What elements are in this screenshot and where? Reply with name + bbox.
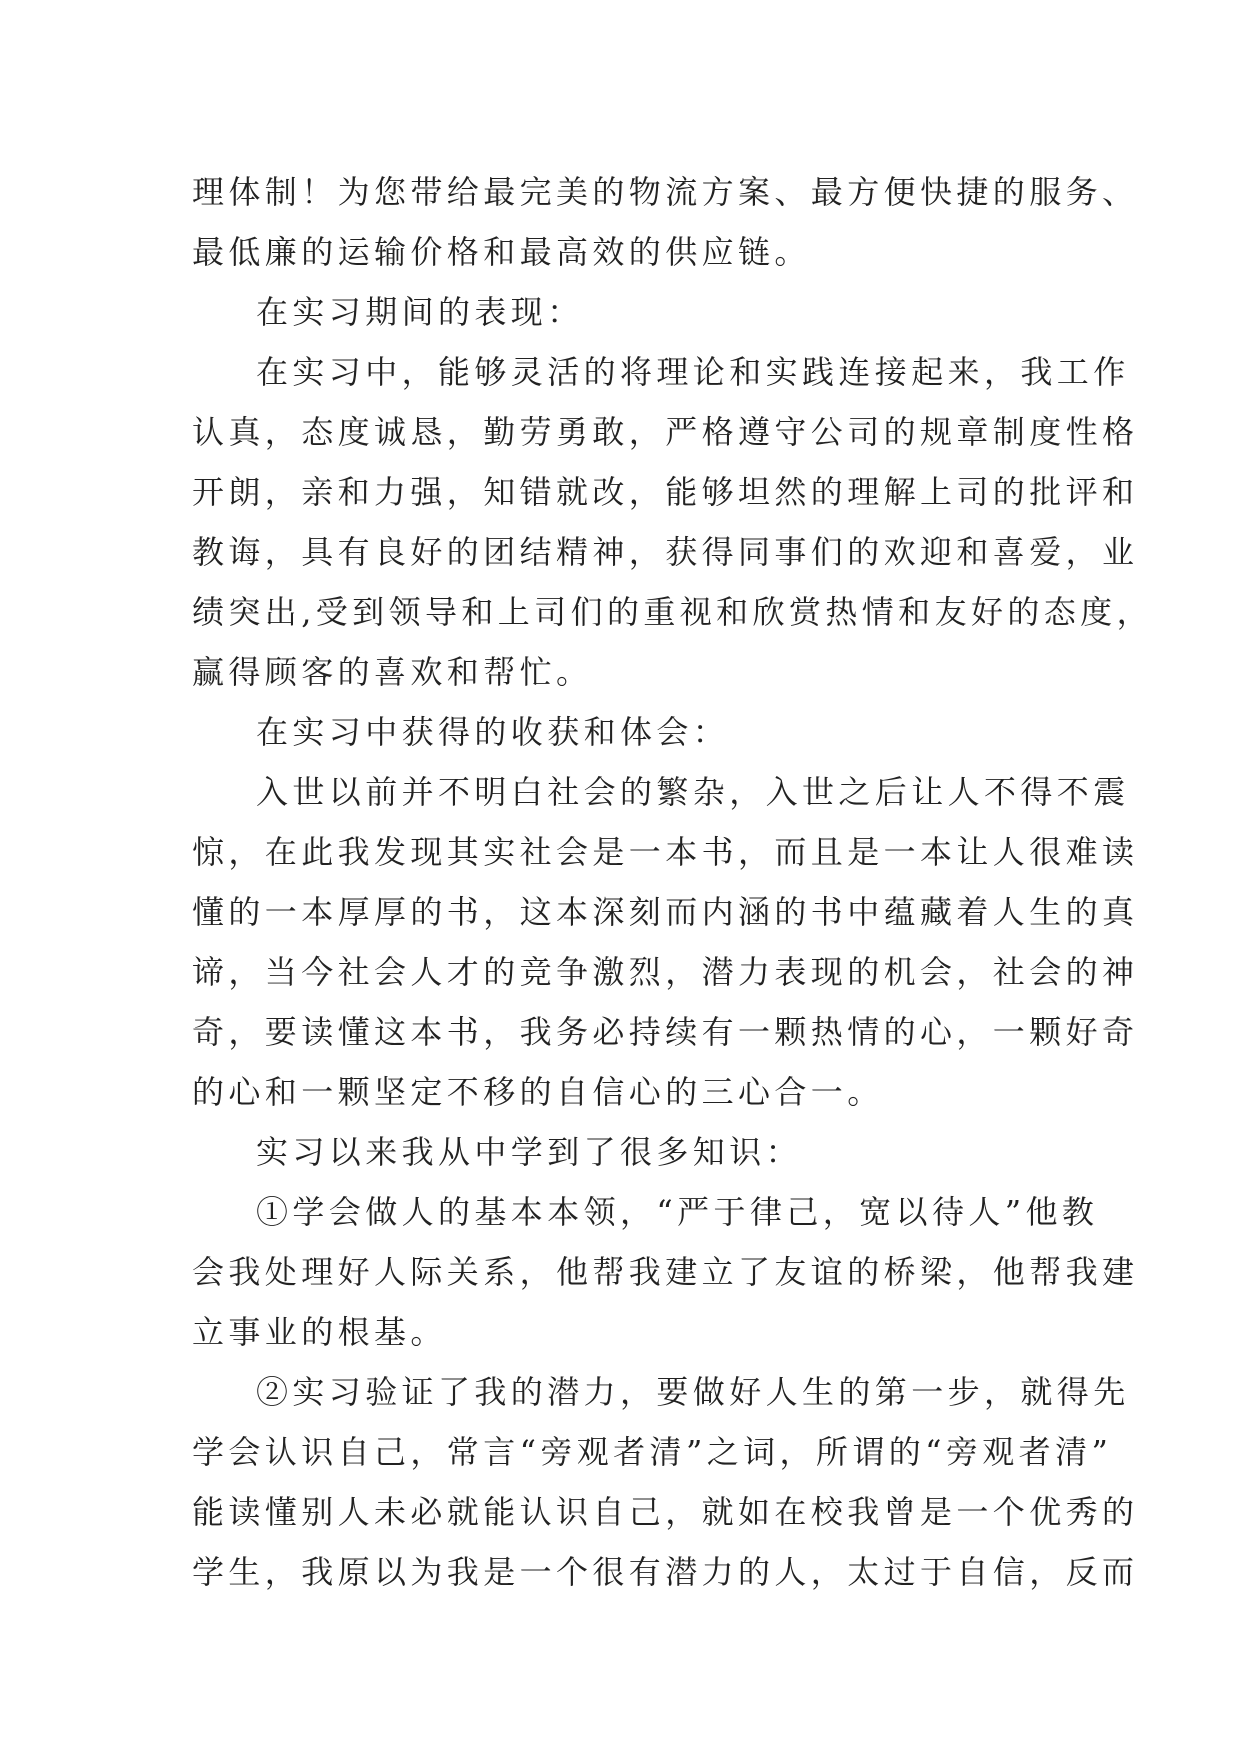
text-line: 学会认识自己，常言“旁观者清”之词，所谓的“旁观者清” (192, 1433, 1113, 1471)
text-line: 在实习期间的表现： (256, 293, 584, 331)
text-line: 实习以来我从中学到了很多知识： (256, 1133, 803, 1171)
paragraph-continuation (192, 162, 1139, 282)
text-line: 立事业的根基。 (192, 1313, 447, 1351)
text-line: 谛，当今社会人才的竞争激烈，潜力表现的机会，社会的神 (192, 953, 1139, 991)
paragraph-gains (192, 762, 1139, 1122)
text-line: 绩突出,受到领导和上司们的重视和欣赏热情和友好的态度， (192, 593, 1153, 631)
text-line: 教诲，具有良好的团结精神，获得同事们的欢迎和喜爱，业 (192, 533, 1139, 571)
text-line: 懂的一本厚厚的书，这本深刻而内涵的书中蕴藏着人生的真 (192, 893, 1139, 931)
text-line: 入世以前并不明白社会的繁杂，入世之后让人不得不震 (256, 773, 1130, 811)
paragraph-performance (192, 342, 1153, 702)
text-line: ①学会做人的基本本领，“严于律己，宽以待人”他教 (256, 1193, 1099, 1231)
document-body (192, 162, 1153, 1602)
text-line: 的心和一颗坚定不移的自信心的三心合一。 (192, 1073, 884, 1111)
section-heading-performance (192, 282, 1052, 342)
text-line: ②实习验证了我的潜力，要做好人生的第一步，就得先 (256, 1373, 1130, 1411)
text-line: 在实习中，能够灵活的将理论和实践连接起来，我工作 (256, 353, 1130, 391)
text-line: 开朗，亲和力强，知错就改，能够坦然的理解上司的批评和 (192, 473, 1139, 511)
section-heading-gains (192, 702, 1052, 762)
text-line: 在实习中获得的收获和体会： (256, 713, 730, 751)
text-line: 惊，在此我发现其实社会是一本书，而且是一本让人很难读 (192, 833, 1139, 871)
paragraph-point-2 (192, 1362, 1139, 1602)
text-line: 奇，要读懂这本书，我务必持续有一颗热情的心，一颗好奇 (192, 1013, 1139, 1051)
section-heading-knowledge (192, 1122, 1052, 1182)
text-line: 会我处理好人际关系，他帮我建立了友谊的桥梁，他帮我建 (192, 1253, 1139, 1291)
paragraph-point-1 (192, 1182, 1139, 1362)
text-line: 最低廉的运输价格和最高效的供应链。 (192, 233, 811, 271)
text-line: 能读懂别人未必就能认识自己，就如在校我曾是一个优秀的 (192, 1493, 1139, 1531)
text-line: 认真，态度诚恳，勤劳勇敢，严格遵守公司的规章制度性格 (192, 413, 1139, 451)
text-line: 学生，我原以为我是一个很有潜力的人，太过于自信，反而 (192, 1553, 1139, 1591)
text-line: 赢得顾客的喜欢和帮忙。 (192, 653, 593, 691)
text-line: 理体制！为您带给最完美的物流方案、最方便快捷的服务、 (192, 173, 1139, 211)
